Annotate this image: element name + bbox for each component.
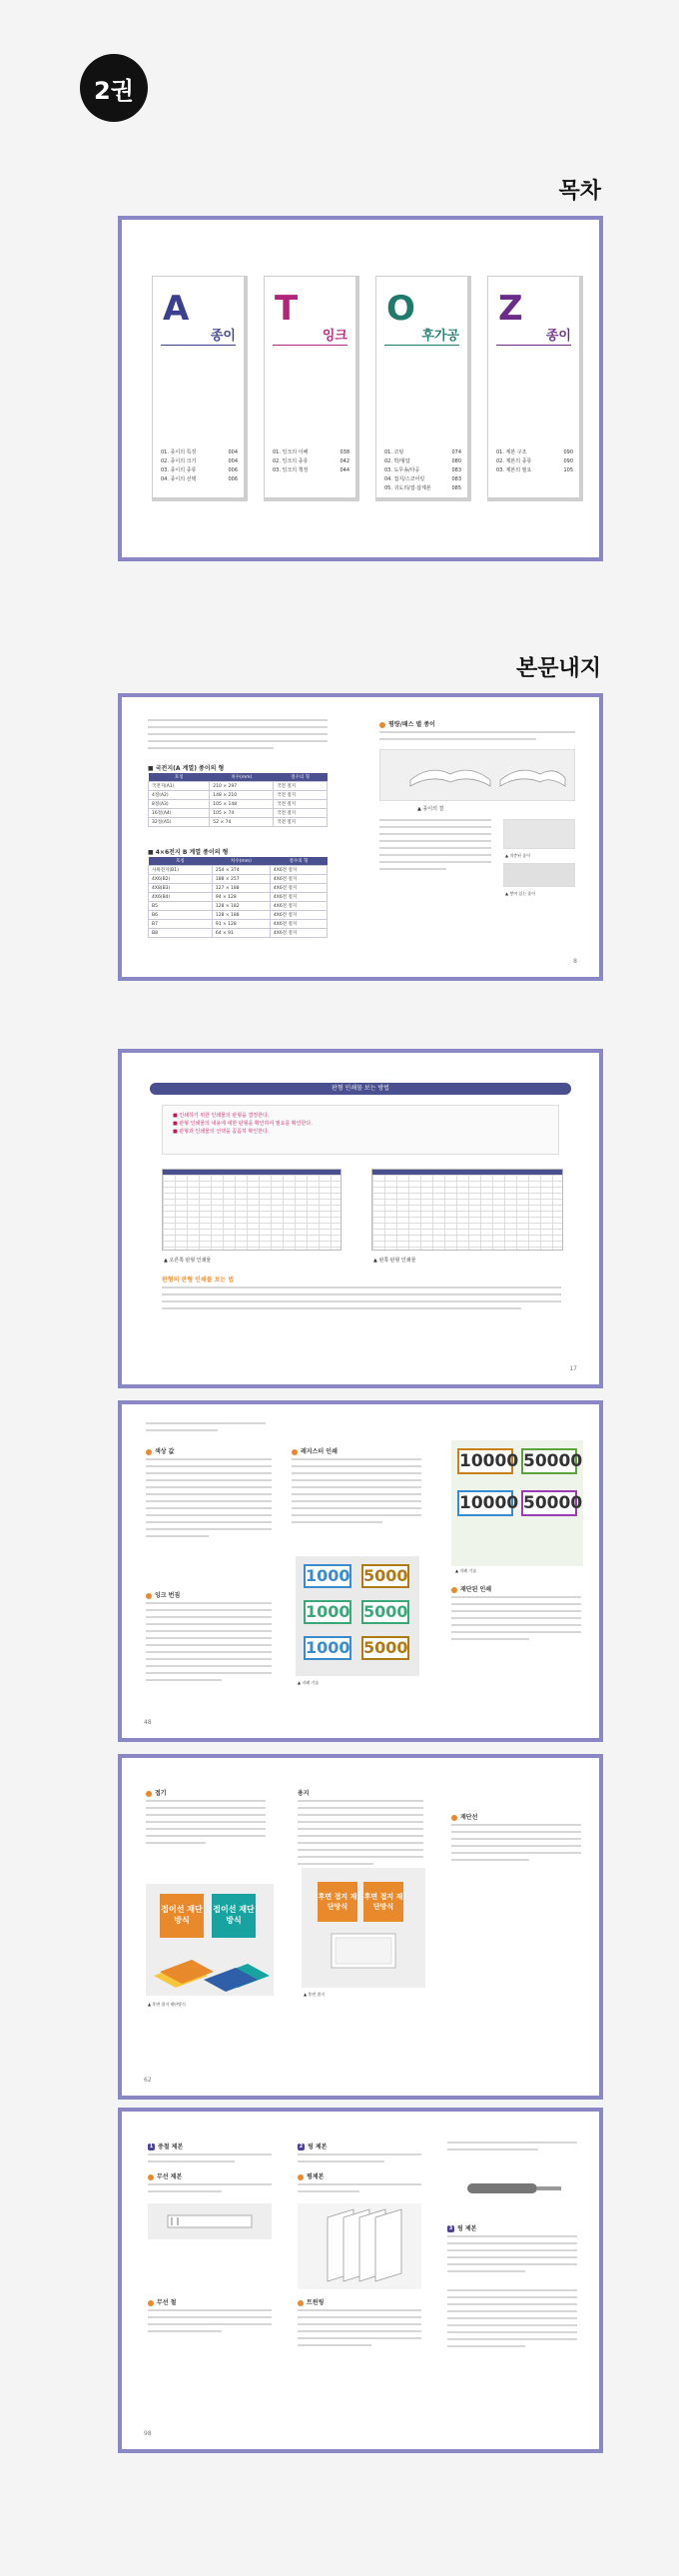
imposition-sheet-right (162, 1169, 341, 1251)
toc-item (384, 484, 461, 493)
number-icon: 2 (299, 2144, 304, 2149)
table1-title: ■ 국전지(A 계열) 종이의 형 (148, 765, 225, 772)
toc-item-page: 105 (563, 467, 573, 473)
table-cell: 국전 절지 (274, 800, 328, 809)
table-cell: 4X6전 절지 (270, 911, 327, 920)
page-number: 62 (144, 2077, 152, 2084)
toc-divider (273, 345, 347, 346)
table-cell: 128 × 182 (212, 902, 270, 911)
text-block (298, 2153, 421, 2167)
caption: ▲ 후면 접지 재단방식 (148, 2002, 186, 2007)
stacked-paper-image (503, 819, 575, 849)
bullet-icon (451, 1815, 457, 1821)
toc-item-page: 038 (340, 449, 349, 455)
subheading: 재단된 인쇄 (451, 1584, 491, 1593)
table-row (149, 809, 328, 818)
body-heading: 본문내지 (515, 656, 601, 681)
text-block (146, 1458, 272, 1542)
table-cell: 16절(A4) (149, 809, 210, 818)
subheading: 무선 철 (148, 2297, 176, 2306)
text-block (148, 2309, 272, 2337)
instruction-1: ■ 인쇄하기 위한 인쇄물의 판형을 결정한다. (173, 1113, 270, 1119)
caption: ▲ 오른쪽 판형 인쇄물 (164, 1258, 212, 1264)
table-cell: 105 × 74 (210, 809, 274, 818)
subheading: 1 중철 제본 (149, 2144, 184, 2150)
text-block (447, 2142, 577, 2155)
table-cell: 128 × 188 (212, 911, 270, 920)
instruction-3: ■ 판형과 인쇄물의 선택을 꼼꼼히 확인한다. (173, 1129, 270, 1135)
stapled-book-icon (148, 2203, 272, 2239)
toc-item-title: 02. 잉크의 종류 (273, 458, 309, 464)
toc-item-title: 04. 접지/스코어링 (384, 476, 425, 482)
toc-chapter-title: 종이 (210, 329, 236, 344)
toc-card (264, 276, 359, 501)
toc-item-title: 04. 종이의 선택 (161, 476, 197, 482)
toc-item-page: 080 (451, 458, 461, 464)
bill-panel-large (451, 1440, 583, 1566)
toc-item-page: 004 (228, 449, 238, 455)
table-header-cell: 치수(mm) (210, 773, 274, 782)
bullet-icon (451, 1587, 457, 1593)
toc-item-title: 03. 제본의 필요 (496, 467, 532, 473)
bullet-icon (148, 2300, 154, 2306)
table-cell: 52 × 74 (210, 818, 274, 827)
note-text (162, 1287, 561, 1314)
instruction-box (162, 1105, 559, 1155)
sample-page-paper (118, 693, 603, 981)
toc-item-title: 02. 박/형압 (384, 458, 410, 464)
subheading: 접기 (146, 1788, 167, 1797)
toc-chapter-title: 잉크 (322, 329, 347, 344)
toc-card (152, 276, 248, 501)
table-cell: B7 (149, 920, 213, 929)
stacked-sheets-icon (146, 1946, 274, 1996)
text-block (451, 1596, 581, 1645)
bill-50000: 50000 (521, 1490, 577, 1516)
toc-item (384, 448, 461, 457)
toc-item (273, 448, 349, 457)
text-block (148, 2183, 272, 2197)
toc-letter: O (386, 289, 415, 329)
body-text-block (148, 719, 328, 754)
bill-panel-small (296, 1556, 419, 1676)
bullet-icon (298, 2174, 304, 2180)
toc-item-title: 05. 귀도리/접·삽제본 (384, 485, 431, 491)
toc-item-page: 004 (228, 458, 238, 464)
volume-badge: 2권 (80, 54, 148, 122)
table-header-cell: 절수의 형 (270, 857, 327, 866)
table-header-cell: 호칭 (149, 857, 213, 866)
table-cell: 4X6(B2) (149, 875, 213, 884)
cutting-illustration-a (146, 1884, 274, 1996)
table-cell: 4X6전 절지 (270, 875, 327, 884)
toc-heading: 목차 (558, 179, 601, 204)
bill-50000: 50000 (521, 1448, 577, 1474)
bill-5000: 5000 (361, 1636, 409, 1660)
subheading: 2 링 제본 (299, 2144, 328, 2150)
text-block (298, 2309, 421, 2351)
subheading: 트윈링 (298, 2297, 324, 2306)
table-cell: 210 × 297 (210, 782, 274, 791)
toc-item-title: 03. 잉크의 책정 (273, 467, 309, 473)
page-number: 17 (569, 1365, 577, 1372)
bullet-icon (292, 1449, 298, 1455)
cutting-illustration-b (302, 1868, 425, 1988)
table-cell: B6 (149, 911, 213, 920)
toc-card (487, 276, 583, 501)
table-row (149, 866, 328, 875)
toc-item (384, 466, 461, 475)
caption: ▲ 적층된 종이 (505, 853, 530, 858)
toc-letter: A (163, 289, 190, 329)
table-cell: 4X6(B4) (149, 893, 213, 902)
table-header-cell: 호칭 (149, 773, 210, 782)
table-row (149, 782, 328, 791)
toc-item-page: 085 (451, 485, 461, 491)
toc-item-list (273, 448, 349, 475)
text-block (447, 2289, 577, 2352)
toc-letter: Z (498, 289, 523, 329)
bullet-icon (146, 1791, 152, 1797)
binding-illustration-c (447, 2169, 577, 2209)
caption: ▲ 왼쪽 판형 인쇄물 (373, 1258, 416, 1264)
toc-item-page: 044 (340, 467, 349, 473)
table-header-cell: 절수의 형 (274, 773, 328, 782)
toc-item (161, 466, 238, 475)
table-cell: 사륙전지(B1) (149, 866, 213, 875)
bill-1000: 1000 (304, 1564, 351, 1588)
text-block (451, 1824, 581, 1866)
bullet-icon (148, 2174, 154, 2180)
side-text-2 (379, 819, 491, 875)
table-cell: B5 (149, 902, 213, 911)
subheading: 용지 (298, 1790, 310, 1797)
side-heading: 평량/패스 별 종이 (379, 719, 435, 728)
caption: ▲ 종이의 결 (417, 806, 444, 812)
toc-item-page: 006 (228, 476, 238, 482)
table-cell: 국전 절지 (274, 818, 328, 827)
table-row (149, 884, 328, 893)
bullet-icon (379, 722, 385, 728)
text-block (146, 1602, 272, 1686)
table-cell: 국전 절지 (274, 782, 328, 791)
table-cell: 105 × 148 (210, 800, 274, 809)
toc-item-page: 074 (451, 449, 461, 455)
note-title: 판형의 판형 인쇄물 보는 법 (162, 1277, 235, 1284)
table-row (149, 902, 328, 911)
table-cell: 국전 절지 (274, 791, 328, 800)
table-cell: 32절(A5) (149, 818, 210, 827)
toc-item-page: 090 (563, 449, 573, 455)
table-cell: 4절(A2) (149, 791, 210, 800)
paper-size-table-b (148, 857, 328, 938)
toc-item-title: 02. 종이의 크기 (161, 458, 197, 464)
toc-item-title: 01. 잉크의 이해 (273, 449, 309, 455)
text-block (148, 2153, 272, 2167)
table-cell: 4X6전 절지 (270, 884, 327, 893)
table-cell: 4X8(B3) (149, 884, 213, 893)
text-block (298, 2183, 421, 2197)
toc-item-page: 083 (451, 476, 461, 482)
subheading: 평제본 (298, 2171, 324, 2180)
paper-stack-icon (302, 1924, 425, 1984)
table-cell: 64 × 91 (212, 929, 270, 938)
toc-divider (161, 345, 236, 346)
table-row (149, 875, 328, 884)
toc-letter: T (275, 289, 299, 329)
toc-chapter-title: 종이 (545, 329, 571, 344)
binding-illustration-a (148, 2203, 272, 2239)
toc-card (375, 276, 471, 501)
text-col1 (146, 1422, 266, 1436)
text-block (298, 1800, 423, 1870)
toc-item (273, 457, 349, 466)
cut-box-orange: 접이선 재단방식 (160, 1894, 204, 1938)
sample-page-color (118, 1400, 603, 1742)
sample-page-cutting (118, 1754, 603, 2100)
toc-item (161, 448, 238, 457)
toc-item-title: 03. 도무송/타공 (384, 467, 420, 473)
binding-illustration-b (298, 2203, 421, 2289)
toc-item-list (161, 448, 238, 484)
toc-item-title: 01. 종이의 특징 (161, 449, 197, 455)
cut-box-orange: 후면 접지 재단방식 (363, 1882, 403, 1922)
caption: ▲ 쌓여 있는 종이 (505, 891, 536, 896)
sample-page-imposition (118, 1049, 603, 1388)
toc-item-page: 042 (340, 458, 349, 464)
toc-item (496, 457, 573, 466)
bill-1000: 1000 (304, 1600, 351, 1624)
table-cell: 148 × 210 (210, 791, 274, 800)
table-cell: 국전 절지 (274, 809, 328, 818)
text-block (447, 2235, 577, 2277)
bill-5000: 5000 (361, 1564, 409, 1588)
bill-10000: 10000 (457, 1490, 513, 1516)
table-row (149, 791, 328, 800)
table-cell: 4X6전 절지 (270, 929, 327, 938)
imposition-sheet-left (371, 1169, 563, 1251)
number-icon: 3 (448, 2225, 453, 2231)
caption: ▲ 후면 접지 (304, 1992, 326, 1997)
open-book-icon (380, 750, 576, 802)
subheading: 잉크 번짐 (146, 1590, 180, 1599)
section-pill: 판형 인쇄물 보는 방법 (150, 1083, 571, 1095)
toc-item (384, 475, 461, 484)
subheading: 무선 제본 (148, 2171, 182, 2180)
page-number: 98 (144, 2430, 152, 2437)
toc-divider (496, 345, 571, 346)
toc-item (161, 475, 238, 484)
text-block (292, 1458, 421, 1528)
caption: ▲ 지폐 기술 (455, 1568, 477, 1573)
toc-item-list (496, 448, 573, 475)
table-cell: 254 × 374 (212, 866, 270, 875)
toc-item-title: 01. 코팅 (384, 449, 404, 455)
cut-box-orange: 후면 접지 재단방식 (318, 1882, 357, 1922)
paper-pile-image (503, 863, 575, 887)
table-cell: 127 × 188 (212, 884, 270, 893)
toc-item (273, 466, 349, 475)
table-row (149, 920, 328, 929)
toc-divider (384, 345, 459, 346)
table-cell: 4X6전 절지 (270, 893, 327, 902)
text-block (146, 1800, 266, 1849)
sample-page-binding (118, 2108, 603, 2453)
paper-grain-illustration (379, 749, 575, 801)
toc-item-page: 090 (563, 458, 573, 464)
toc-item-list (384, 448, 461, 493)
table-row (149, 800, 328, 809)
toc-item (496, 448, 573, 457)
pages-fan-icon (298, 2203, 421, 2289)
subheading: 색상 값 (146, 1446, 174, 1455)
bullet-icon (146, 1593, 152, 1599)
page-number: 48 (144, 1719, 152, 1726)
toc-item-title: 03. 종이의 종류 (161, 467, 197, 473)
table-cell: 4X6전 절지 (270, 902, 327, 911)
table2-title: ■ 4×6전지 B 계열 종이의 형 (148, 849, 229, 856)
toc-chapter-title: 후가공 (421, 329, 459, 344)
table-cell: B8 (149, 929, 213, 938)
ring-binder-icon (447, 2169, 577, 2209)
caption: ▲ 지폐 기술 (298, 1680, 320, 1685)
table-row (149, 893, 328, 902)
toc-item (161, 457, 238, 466)
toc-frame (118, 216, 603, 561)
table-cell: 91 × 128 (212, 920, 270, 929)
table-cell: 94 × 128 (212, 893, 270, 902)
side-text (379, 731, 575, 745)
toc-item-title: 02. 제본의 종류 (496, 458, 532, 464)
cut-box-teal: 접이선 재단방식 (212, 1894, 256, 1938)
subheading: 3 링 제본 (448, 2225, 477, 2232)
bill-5000: 5000 (361, 1600, 409, 1624)
page-number: 8 (573, 958, 577, 965)
toc-item-title: 01. 제본 구조 (496, 449, 527, 455)
table-cell: 4X6전 절지 (270, 866, 327, 875)
instruction-2: ■ 판형 인쇄물의 내용에 대한 판형을 확인하여 필요를 확인한다. (173, 1121, 313, 1127)
table-cell: 국전지(A1) (149, 782, 210, 791)
table-cell: 8절(A3) (149, 800, 210, 809)
subheading: 재단선 (451, 1812, 477, 1821)
table-row (149, 929, 328, 938)
bill-1000: 1000 (304, 1636, 351, 1660)
number-icon: 1 (149, 2144, 154, 2149)
toc-item-page: 006 (228, 467, 238, 473)
paper-size-table-a (148, 773, 328, 827)
bill-10000: 10000 (457, 1448, 513, 1474)
table-row (149, 911, 328, 920)
table-header-cell: 치수(mm) (212, 857, 270, 866)
toc-item (496, 466, 573, 475)
bullet-icon (298, 2300, 304, 2306)
table-row (149, 818, 328, 827)
bullet-icon (146, 1449, 152, 1455)
toc-item (384, 457, 461, 466)
subheading: 레지스터 인쇄 (292, 1446, 338, 1455)
table-cell: 4X6전 절지 (270, 920, 327, 929)
table-cell: 188 × 257 (212, 875, 270, 884)
toc-item-page: 083 (451, 467, 461, 473)
